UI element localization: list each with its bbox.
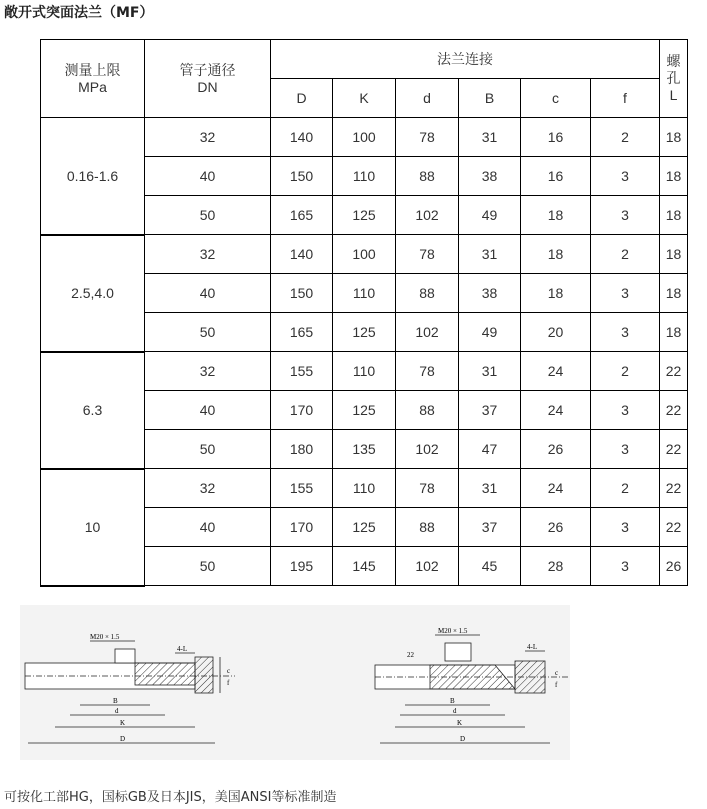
right-flange-drawing bbox=[375, 627, 570, 743]
header-d: d bbox=[396, 79, 459, 118]
table-cell: 22 bbox=[660, 352, 688, 391]
header-bolt-hole: 螺 孔 L bbox=[660, 40, 688, 118]
table-cell: 26 bbox=[521, 430, 591, 469]
table-cell: 38 bbox=[459, 157, 521, 196]
table-cell: 110 bbox=[333, 352, 396, 391]
table-cell: 88 bbox=[396, 274, 459, 313]
right-height-label: 22 bbox=[407, 651, 414, 659]
header-D: D bbox=[271, 79, 333, 118]
header-B: B bbox=[459, 79, 521, 118]
table-cell: 102 bbox=[396, 547, 459, 586]
table-cell: 155 bbox=[271, 469, 333, 508]
table-cell: 18 bbox=[660, 313, 688, 352]
table-row bbox=[41, 118, 688, 157]
table-cell: 78 bbox=[396, 352, 459, 391]
table-row bbox=[41, 469, 688, 508]
table-cell: 3 bbox=[591, 508, 660, 547]
table-cell: 3 bbox=[591, 430, 660, 469]
table-cell: 165 bbox=[271, 313, 333, 352]
table-cell: 88 bbox=[396, 157, 459, 196]
table-cell: 78 bbox=[396, 235, 459, 274]
svg-text:K: K bbox=[457, 719, 463, 727]
table-cell: 102 bbox=[396, 313, 459, 352]
table-cell: 165 bbox=[271, 196, 333, 235]
table-cell: 110 bbox=[333, 157, 396, 196]
table-cell: 125 bbox=[333, 313, 396, 352]
table-cell: 40 bbox=[145, 508, 271, 547]
table-cell: 31 bbox=[459, 469, 521, 508]
table-cell: 32 bbox=[145, 469, 271, 508]
table-cell: 31 bbox=[459, 118, 521, 157]
flange-drawing-svg bbox=[20, 605, 570, 760]
table-cell: 145 bbox=[333, 547, 396, 586]
header-f: f bbox=[591, 79, 660, 118]
header-c: c bbox=[521, 79, 591, 118]
table-cell: 3 bbox=[591, 274, 660, 313]
table-cell: 78 bbox=[396, 118, 459, 157]
header-dn: 管子通径 DN bbox=[145, 40, 271, 118]
table-row bbox=[41, 352, 688, 391]
table-cell: 40 bbox=[145, 391, 271, 430]
table-cell: 22 bbox=[660, 469, 688, 508]
table-cell: 32 bbox=[145, 352, 271, 391]
table-cell: 140 bbox=[271, 235, 333, 274]
table-cell: 18 bbox=[660, 196, 688, 235]
table-cell: 88 bbox=[396, 391, 459, 430]
page-title: 敞开式突面法兰（MF） bbox=[4, 5, 154, 21]
table-cell: 18 bbox=[660, 157, 688, 196]
table-row bbox=[41, 235, 688, 274]
svg-text:4-L: 4-L bbox=[177, 645, 188, 653]
table-cell: 2 bbox=[591, 118, 660, 157]
table-cell: 49 bbox=[459, 313, 521, 352]
table-cell: 88 bbox=[396, 508, 459, 547]
svg-text:d: d bbox=[453, 707, 457, 715]
table-cell: 31 bbox=[459, 352, 521, 391]
flange-spec-table bbox=[40, 39, 688, 587]
table-cell: 125 bbox=[333, 391, 396, 430]
left-flange-drawing bbox=[25, 633, 235, 743]
table-cell: 26 bbox=[660, 547, 688, 586]
table-cell: 3 bbox=[591, 547, 660, 586]
table-cell: 2 bbox=[591, 235, 660, 274]
table-cell: 78 bbox=[396, 469, 459, 508]
table-cell: 50 bbox=[145, 547, 271, 586]
table-cell: 37 bbox=[459, 391, 521, 430]
table-cell: 50 bbox=[145, 313, 271, 352]
table-cell: 195 bbox=[271, 547, 333, 586]
table-cell: 125 bbox=[333, 508, 396, 547]
pressure-cell: 2.5,4.0 bbox=[41, 235, 145, 352]
table-cell: 47 bbox=[459, 430, 521, 469]
table-cell: 150 bbox=[271, 157, 333, 196]
table-cell: 32 bbox=[145, 235, 271, 274]
table-cell: 16 bbox=[521, 118, 591, 157]
left-thread-label: M20 × 1.5 bbox=[90, 633, 120, 641]
table-cell: 50 bbox=[145, 196, 271, 235]
header-pressure: 测量上限 MPa bbox=[41, 40, 145, 118]
table-cell: 22 bbox=[660, 508, 688, 547]
table-cell: 135 bbox=[333, 430, 396, 469]
table-cell: 45 bbox=[459, 547, 521, 586]
table-cell: 110 bbox=[333, 469, 396, 508]
table-cell: 102 bbox=[396, 196, 459, 235]
svg-text:f: f bbox=[227, 679, 230, 687]
svg-text:f: f bbox=[555, 681, 558, 689]
svg-text:B: B bbox=[113, 697, 118, 705]
table-cell: 18 bbox=[660, 274, 688, 313]
table-cell: 3 bbox=[591, 313, 660, 352]
table-cell: 170 bbox=[271, 391, 333, 430]
table-cell: 150 bbox=[271, 274, 333, 313]
table-cell: 2 bbox=[591, 469, 660, 508]
table-cell: 26 bbox=[521, 508, 591, 547]
table-cell: 50 bbox=[145, 430, 271, 469]
table-cell: 32 bbox=[145, 118, 271, 157]
table-cell: 18 bbox=[660, 235, 688, 274]
table-cell: 49 bbox=[459, 196, 521, 235]
pressure-cell: 6.3 bbox=[41, 352, 145, 469]
table-cell: 18 bbox=[660, 118, 688, 157]
table-cell: 28 bbox=[521, 547, 591, 586]
table-cell: 24 bbox=[521, 469, 591, 508]
table-cell: 24 bbox=[521, 352, 591, 391]
table-cell: 18 bbox=[521, 235, 591, 274]
table-cell: 20 bbox=[521, 313, 591, 352]
table-cell: 100 bbox=[333, 118, 396, 157]
table-cell: 31 bbox=[459, 235, 521, 274]
svg-text:d: d bbox=[115, 707, 119, 715]
pressure-cell: 10 bbox=[41, 469, 145, 586]
table-cell: 170 bbox=[271, 508, 333, 547]
table-cell: 100 bbox=[333, 235, 396, 274]
table-cell: 180 bbox=[271, 430, 333, 469]
table-cell: 16 bbox=[521, 157, 591, 196]
table-cell: 155 bbox=[271, 352, 333, 391]
table-cell: 18 bbox=[521, 274, 591, 313]
table-cell: 40 bbox=[145, 274, 271, 313]
svg-text:D: D bbox=[120, 735, 126, 743]
pressure-cell: 0.16-1.6 bbox=[41, 118, 145, 235]
svg-text:c: c bbox=[227, 667, 231, 675]
table-cell: 3 bbox=[591, 391, 660, 430]
table-cell: 3 bbox=[591, 196, 660, 235]
standards-note: 可按化工部HG，国标GB及日本JIS，美国ANSI等标准制造 bbox=[4, 790, 337, 805]
svg-text:D: D bbox=[460, 735, 466, 743]
table-cell: 110 bbox=[333, 274, 396, 313]
table-cell: 37 bbox=[459, 508, 521, 547]
header-K: K bbox=[333, 79, 396, 118]
header-flange: 法兰连接 bbox=[271, 40, 660, 79]
table-cell: 2 bbox=[591, 352, 660, 391]
table-cell: 18 bbox=[521, 196, 591, 235]
svg-text:4-L: 4-L bbox=[527, 643, 538, 651]
table-cell: 40 bbox=[145, 157, 271, 196]
table-cell: 22 bbox=[660, 430, 688, 469]
table-cell: 22 bbox=[660, 391, 688, 430]
table-cell: 102 bbox=[396, 430, 459, 469]
table-cell: 3 bbox=[591, 157, 660, 196]
svg-text:c: c bbox=[555, 669, 559, 677]
table-cell: 125 bbox=[333, 196, 396, 235]
table-cell: 24 bbox=[521, 391, 591, 430]
svg-text:B: B bbox=[450, 697, 455, 705]
table-cell: 38 bbox=[459, 274, 521, 313]
svg-text:K: K bbox=[120, 719, 126, 727]
right-thread-label: M20 × 1.5 bbox=[438, 627, 468, 635]
flange-drawings bbox=[20, 605, 570, 760]
table-cell: 140 bbox=[271, 118, 333, 157]
